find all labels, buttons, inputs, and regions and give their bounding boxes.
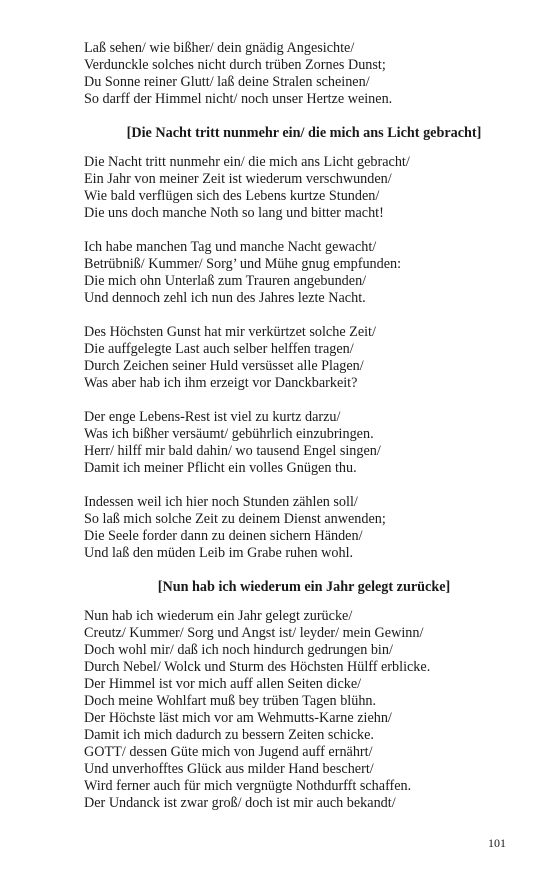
verse-line: Was aber hab ich ihm erzeigt vor Danckbarkeit?: [84, 375, 358, 391]
verse-line: Ein Jahr von meiner Zeit ist wiederum verschwunden/: [84, 171, 392, 187]
stanza: [84, 324, 524, 392]
verse-line: Betrübniß/ Kummer/ Sorg’ und Mühe gnug empfunden:: [84, 256, 402, 272]
verse-line: Du Sonne reiner Glutt/ laß deine Stralen scheinen/: [84, 74, 370, 90]
verse-line: Damit ich mich dadurch zu bessern Zeiten schicke.: [84, 727, 374, 743]
verse-line: Durch Zeichen seiner Huld versüsset alle Plagen/: [84, 358, 364, 374]
verse-line: Damit ich meiner Pflicht ein volles Gnügen thu.: [84, 460, 357, 476]
verse-line: Wird ferner auch für mich vergnügte Nothdurfft schaffen.: [84, 778, 412, 794]
verse-line: Wie bald verflügen sich des Lebens kurtze Stunden/: [84, 188, 380, 204]
opening-stanza: [84, 40, 524, 108]
verse-line: Der Undanck ist zwar groß/ doch ist mir auch bekandt/: [84, 795, 396, 811]
verse-line: Durch Nebel/ Wolck und Sturm des Höchsten Hülff erblicke.: [84, 659, 431, 675]
page-body: [84, 40, 524, 829]
verse-line: Doch wohl mir/ daß ich noch hindurch gedrungen bin/: [84, 642, 393, 658]
stanza: [84, 494, 524, 562]
verse-line: Die mich ohn Unterlaß zum Trauren angebunden/: [84, 273, 367, 289]
verse-line: Creutz/ Kummer/ Sorg und Angst ist/ leyder/ mein Gewinn/: [84, 625, 424, 641]
poem-title: [Nun hab ich wiederum ein Jahr gelegt zurücke]: [157, 579, 451, 595]
verse-line: Nun hab ich wiederum ein Jahr gelegt zurücke/: [84, 608, 353, 624]
verse-line: Der Himmel ist vor mich auff allen Seiten dicke/: [84, 676, 362, 692]
verse-line: So laß mich solche Zeit zu deinem Dienst anwenden;: [84, 511, 386, 527]
verse-line: Und laß den müden Leib im Grabe ruhen wohl.: [84, 545, 354, 561]
verse-line: GOTT/ dessen Güte mich von Jugend auff ernährt/: [84, 744, 373, 760]
verse-line: Der Höchste läst mich vor am Wehmutts-Karne ziehn/: [84, 710, 392, 726]
verse-line: Die uns doch manche Noth so lang und bitter macht!: [84, 205, 384, 221]
verse-line: Der enge Lebens-Rest ist viel zu kurtz darzu/: [84, 409, 341, 425]
verse-line: Ich habe manchen Tag und manche Nacht gewacht/: [84, 239, 377, 255]
verse-line: So darff der Himmel nicht/ noch unser Hertze weinen.: [84, 91, 393, 107]
stanza: [84, 239, 524, 307]
poem-title: [Die Nacht tritt nunmehr ein/ die mich ans Licht gebracht]: [126, 125, 482, 141]
verse-line: Doch meine Wohlfart muß bey trüben Tagen blühn.: [84, 693, 377, 709]
page-number: 101: [488, 836, 506, 850]
verse-line: Herr/ hilff mir bald dahin/ wo tausend Engel singen/: [84, 443, 381, 459]
verse-line: Des Höchsten Gunst hat mir verkürtzet solche Zeit/: [84, 324, 376, 340]
verse-line: Laß sehen/ wie bißher/ dein gnädig Angesichte/: [84, 40, 355, 56]
verse-line: Und unverhofftes Glück aus milder Hand beschert/: [84, 761, 374, 777]
verse-line: Die Seele forder dann zu deinen sichern Händen/: [84, 528, 363, 544]
verse-line: Was ich bißher versäumt/ gebührlich einzubringen.: [84, 426, 374, 442]
verse-line: Die auffgelegte Last auch selber helffen tragen/: [84, 341, 354, 357]
stanza: [84, 409, 524, 477]
stanza: [84, 608, 524, 812]
stanza: [84, 154, 524, 222]
verse-line: Verdunckle solches nicht durch trüben Zornes Dunst;: [84, 57, 386, 73]
verse-line: Und dennoch zehl ich nun des Jahres lezte Nacht.: [84, 290, 366, 306]
verse-line: Die Nacht tritt nunmehr ein/ die mich ans Licht gebracht/: [84, 154, 410, 170]
verse-line: Indessen weil ich hier noch Stunden zählen soll/: [84, 494, 358, 510]
